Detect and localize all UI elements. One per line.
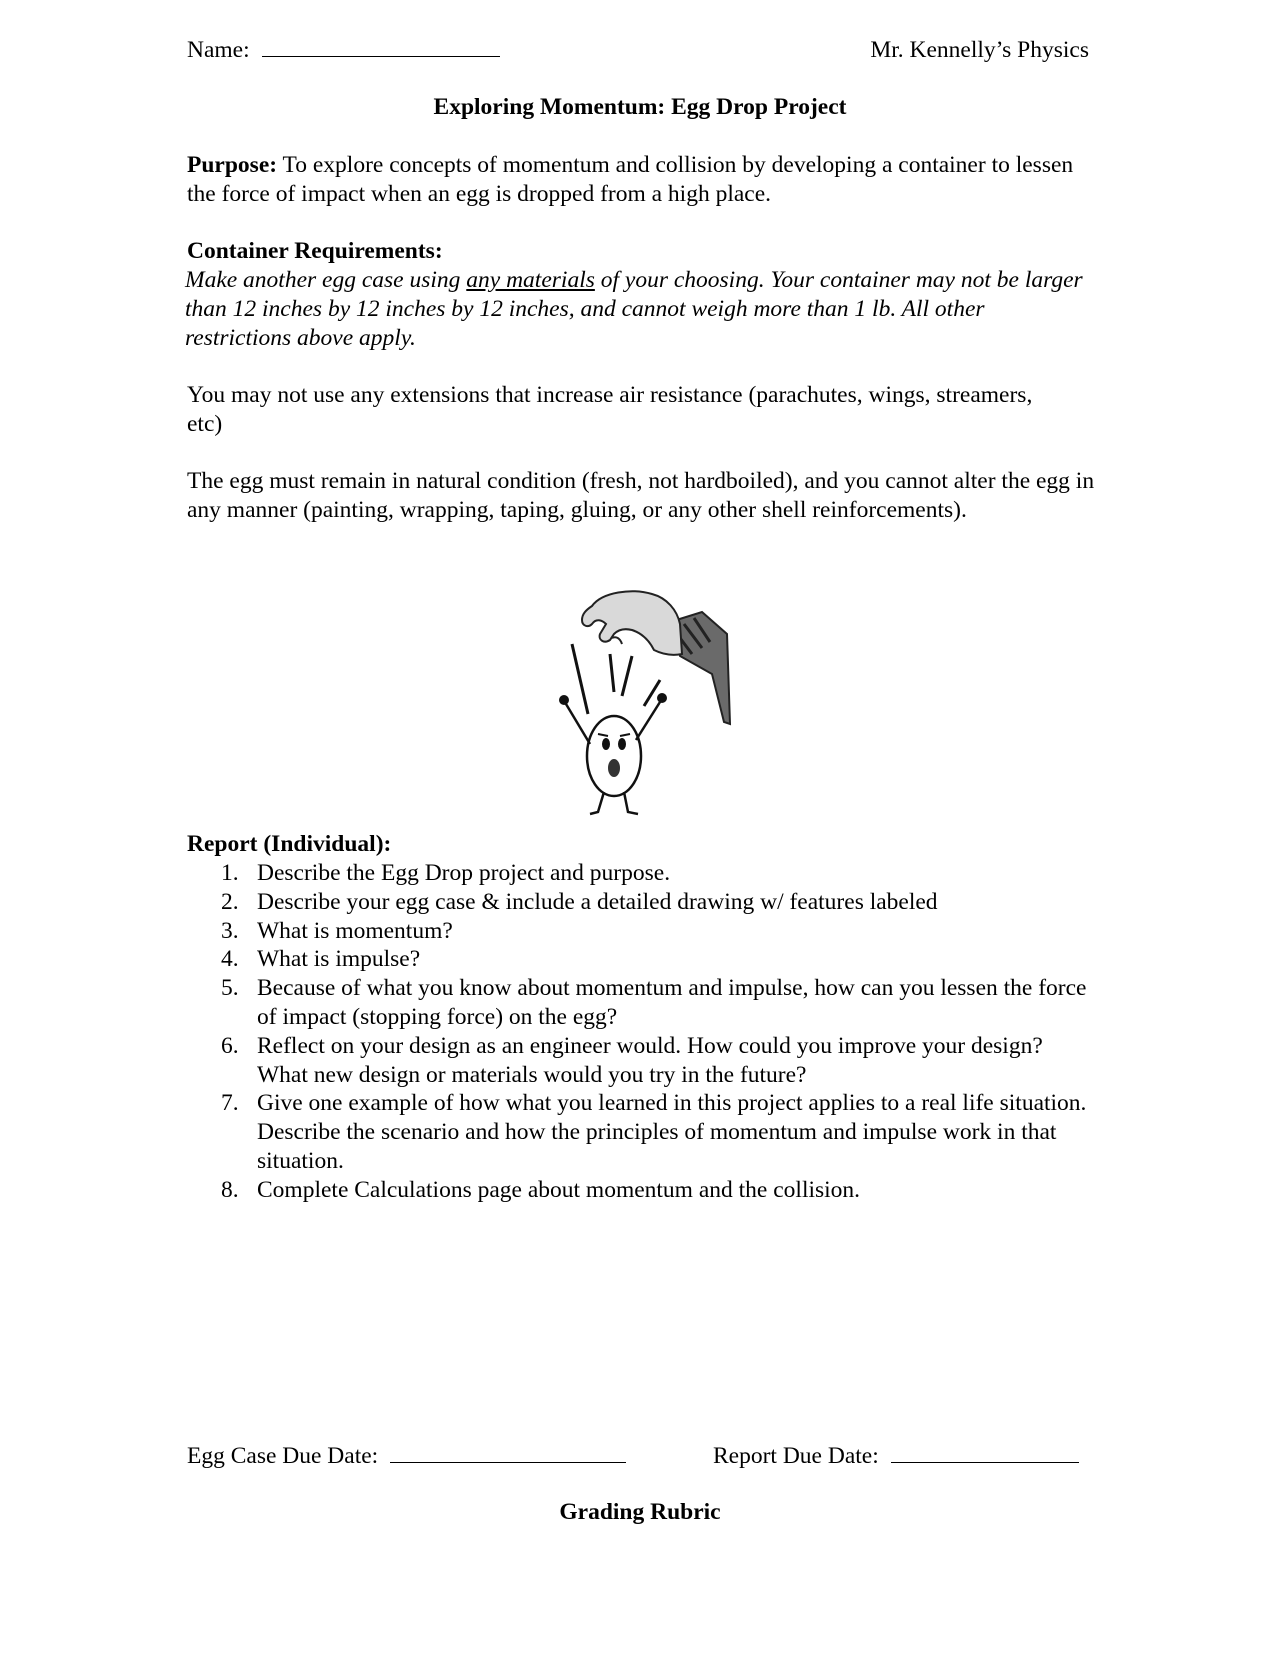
container-italic-underlined: any materials	[466, 267, 595, 293]
container-italic-before: Make another egg case using	[185, 267, 467, 293]
air-resistance-rule: You may not use any extensions that increase air resistance (parachutes, wings, streamers, etc)	[187, 382, 1033, 437]
list-item-text: Reflect on your design as an engineer would. How could you improve your design? What new design or materials would you try in the future?	[257, 1032, 1043, 1088]
list-item-text: Describe the Egg Drop project and purpose.	[257, 860, 671, 886]
rubric-heading: Grading Rubric	[559, 1499, 721, 1525]
list-item	[187, 917, 1097, 946]
name-label: Name:	[187, 37, 250, 63]
list-item	[187, 1032, 1097, 1090]
list-item-number: 8.	[221, 1176, 239, 1203]
course-name: Mr. Kennelly’s Physics	[870, 37, 1089, 63]
list-item-text: What is momentum?	[257, 917, 453, 944]
list-item	[187, 1089, 1097, 1175]
egg-case-due-blank	[390, 1444, 626, 1463]
egg-case-due-label: Egg Case Due Date:	[187, 1443, 379, 1469]
purpose-text: To explore concepts of momentum and collision by developing a container to lessen the force of impact when an egg is dropped from a high place.	[187, 152, 1074, 207]
list-item	[187, 1176, 1097, 1205]
list-item-text: Complete Calculations page about momentum and the collision.	[257, 1176, 861, 1203]
egg-body	[587, 716, 641, 796]
list-item	[187, 888, 1097, 917]
list-item-number: 7.	[221, 1090, 239, 1117]
name-blank	[262, 38, 500, 57]
container-italic-after: of your choosing. Your container may not be larger than 12 inches by 12 inches by 12 inches, and cannot weigh more than 1 lb. All other restrictions above apply.	[185, 267, 1083, 351]
list-item	[187, 859, 1097, 888]
list-item-text: Describe your egg case & include a detailed drawing w/ features labeled	[257, 888, 938, 915]
report-heading: Report (Individual):	[187, 831, 392, 857]
list-item-number: 5.	[221, 975, 239, 1002]
report-due-line	[713, 1442, 1079, 1471]
list-item-number: 1.	[221, 860, 239, 886]
list-item-number: 3.	[221, 917, 239, 944]
list-item-text: What is impulse?	[257, 946, 421, 973]
list-item-text: Give one example of how what you learned in this project applies to a real life situation. Describe the scenario and how the principles of momentum and impulse work in that situation.	[257, 1090, 1087, 1174]
egg-condition-rule: The egg must remain in natural condition (fresh, not hardboiled), and you cannot alter the egg in any manner (painting, wrapping, taping, gluing, or any other shell reinforcements).	[187, 468, 1095, 523]
hand-shape	[582, 591, 682, 654]
report-list	[187, 859, 1097, 1205]
egg-drop-illustration	[552, 584, 732, 824]
purpose-paragraph	[187, 151, 1092, 209]
list-item	[187, 945, 1097, 974]
list-item-number: 6.	[221, 1032, 239, 1059]
purpose-label: Purpose:	[187, 152, 278, 178]
container-italic-paragraph	[185, 266, 1091, 353]
list-item-number: 4.	[221, 946, 239, 973]
list-item	[187, 974, 1097, 1032]
report-due-blank	[891, 1444, 1079, 1463]
egg-case-due-line	[187, 1442, 626, 1471]
list-item-number: 2.	[221, 888, 239, 915]
name-line	[187, 36, 500, 65]
report-due-label: Report Due Date:	[713, 1443, 879, 1469]
page-title: Exploring Momentum: Egg Drop Project	[433, 94, 847, 120]
list-item-text: Because of what you know about momentum and impulse, how can you lessen the force of impact (stopping force) on the egg?	[257, 975, 1087, 1030]
container-heading: Container Requirements:	[187, 238, 443, 264]
